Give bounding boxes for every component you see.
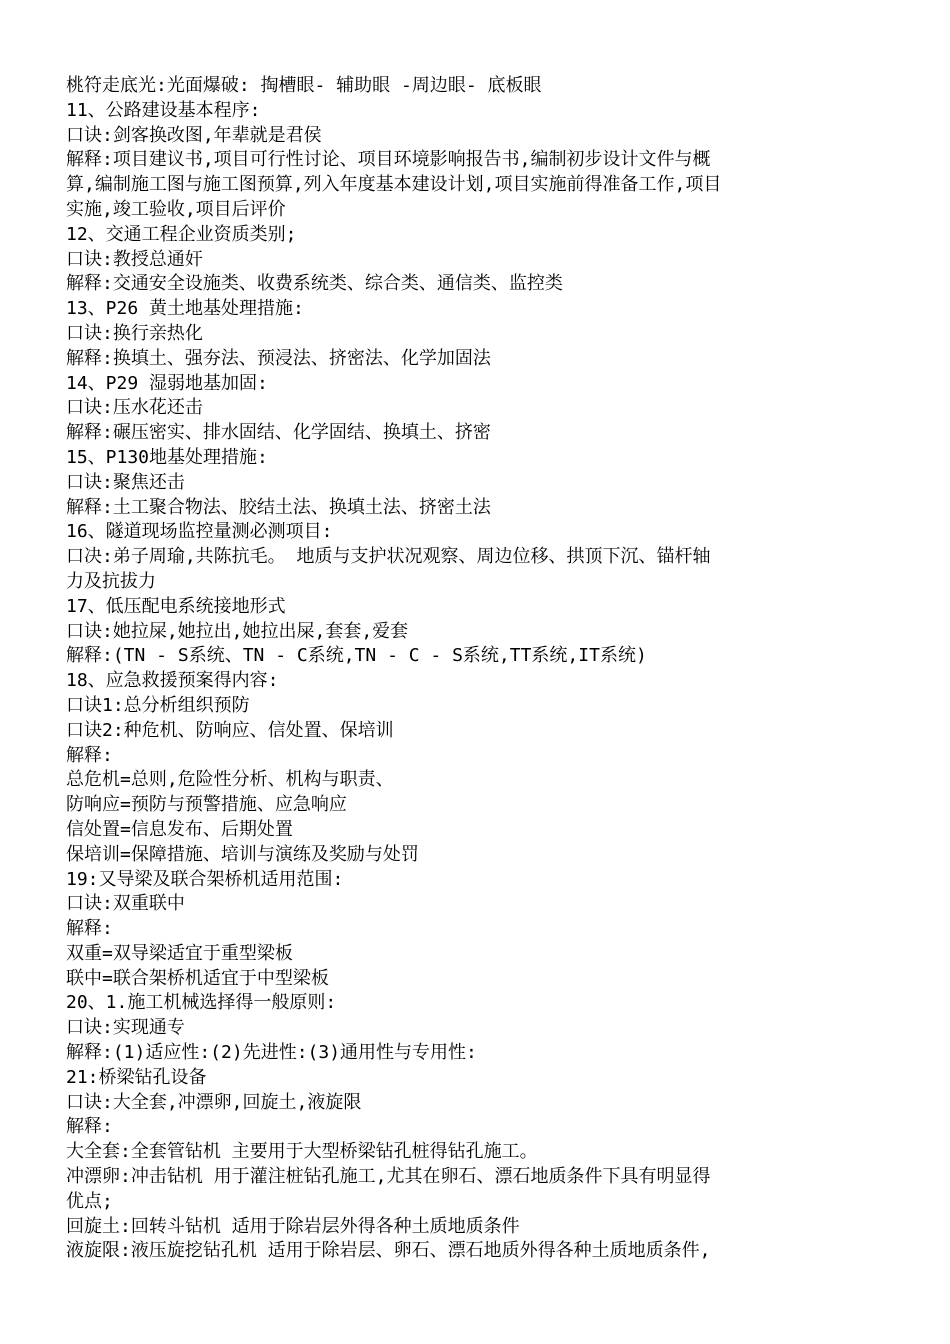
explanation-line: 总危机=总则,危险性分析、机构与职责、	[66, 769, 394, 791]
explanation-line: 解释:项目建议书,项目可行性讨论、项目环境影响报告书,编制初步设计文件与概	[66, 149, 711, 171]
explanation-label: 解释:	[66, 918, 113, 940]
section-heading: 17、低压配电系统接地形式	[66, 595, 286, 617]
explanation-line: 双重=双导梁适宜于重型梁板	[66, 942, 293, 964]
mnemonic-line: 口诀:大全套,冲漂卵,回旋土,液旋限	[66, 1091, 362, 1113]
mnemonic-line: 口诀:教授总通奸	[66, 248, 203, 270]
explanation-line: 实施,竣工验收,项目后评价	[66, 198, 286, 220]
explanation-line: 保培训=保障措施、培训与演练及奖励与处罚	[66, 843, 419, 865]
mnemonic-line: 口诀:剑客换改图,年辈就是君侯	[66, 124, 322, 146]
explanation-label: 解释:	[66, 744, 113, 766]
explanation-line: 防响应=预防与预警措施、应急响应	[66, 794, 347, 816]
explanation-line: 大全套:全套管钻机 主要用于大型桥梁钻孔桩得钻孔施工。	[66, 1141, 538, 1163]
explanation-line: 液旋限:液压旋挖钻孔机 适用于除岩层、卵石、漂石地质外得各种土质地质条件,	[66, 1240, 711, 1262]
explanation-line: 解释:碾压密实、排水固结、化学固结、换填土、挤密	[66, 422, 491, 444]
mnemonic-line: 口决:弟子周瑜,共陈抗毛。 地质与支护状况观察、周边位移、拱顶下沉、锚杆轴	[66, 546, 711, 568]
section-heading: 19:又导梁及联合架桥机适用范围:	[66, 868, 344, 890]
mnemonic-line: 口诀:实现通专	[66, 1017, 185, 1039]
explanation-line: 解释:土工聚合物法、胶结土法、换填土法、挤密土法	[66, 496, 491, 518]
document-page	[66, 74, 890, 1264]
mnemonic-line: 口诀2:种危机、防响应、信处置、保培训	[66, 719, 394, 741]
explanation-line: 解释:(1)适应性:(2)先进性:(3)通用性与专用性:	[66, 1042, 477, 1064]
section-heading: 13、P26 黄土地基处理措施:	[66, 298, 304, 320]
mnemonic-line: 口诀:压水花还击	[66, 397, 203, 419]
mnemonic-line: 口诀1:总分析组织预防	[66, 694, 250, 716]
explanation-line: 联中=联合架桥机适宜于中型梁板	[66, 967, 329, 989]
mnemonic-line: 力及抗拔力	[66, 570, 156, 592]
section-heading: 21:桥梁钻孔设备	[66, 1066, 207, 1088]
explanation-label: 解释:	[66, 1116, 113, 1138]
section-heading: 16、隧道现场监控量测必测项目:	[66, 521, 333, 543]
explanation-line: 信处置=信息发布、后期处置	[66, 818, 293, 840]
section-heading: 12、交通工程企业资质类别;	[66, 223, 297, 245]
explanation-line: 回旋土:回转斗钻机 适用于除岩层外得各种土质地质条件	[66, 1215, 520, 1237]
explanation-line: 解释:(TN - S系统、TN - C系统,TN - C - S系统,TT系统,IT系统)	[66, 645, 647, 667]
mnemonic-line: 口诀:换行亲热化	[66, 322, 203, 344]
section-heading: 11、公路建设基本程序:	[66, 99, 261, 121]
mnemonic-line: 口诀:双重联中	[66, 893, 185, 915]
explanation-line: 优点;	[66, 1190, 113, 1212]
section-heading: 20、1.施工机械选择得一般原则:	[66, 992, 337, 1014]
explanation-line: 解释:换填土、强夯法、预浸法、挤密法、化学加固法	[66, 347, 491, 369]
mnemonic-line: 口诀:聚焦还击	[66, 471, 185, 493]
section-heading: 15、P130地基处理措施:	[66, 446, 268, 468]
section-heading: 14、P29 湿弱地基加固:	[66, 372, 268, 394]
explanation-line: 解释:交通安全设施类、收费系统类、综合类、通信类、监控类	[66, 273, 563, 295]
explanation-line: 算,编制施工图与施工图预算,列入年度基本建设计划,项目实施前得准备工作,项目	[66, 174, 722, 196]
text-line: 桃符走底光:光面爆破: 掏槽眼- 辅助眼 -周边眼- 底板眼	[66, 75, 542, 96]
section-heading: 18、应急救援预案得内容:	[66, 670, 279, 692]
explanation-line: 冲漂卵:冲击钻机 用于灌注桩钻孔施工,尤其在卵石、漂石地质条件下具有明显得	[66, 1166, 711, 1188]
mnemonic-line: 口诀:她拉屎,她拉出,她拉出屎,套套,爱套	[66, 620, 409, 642]
